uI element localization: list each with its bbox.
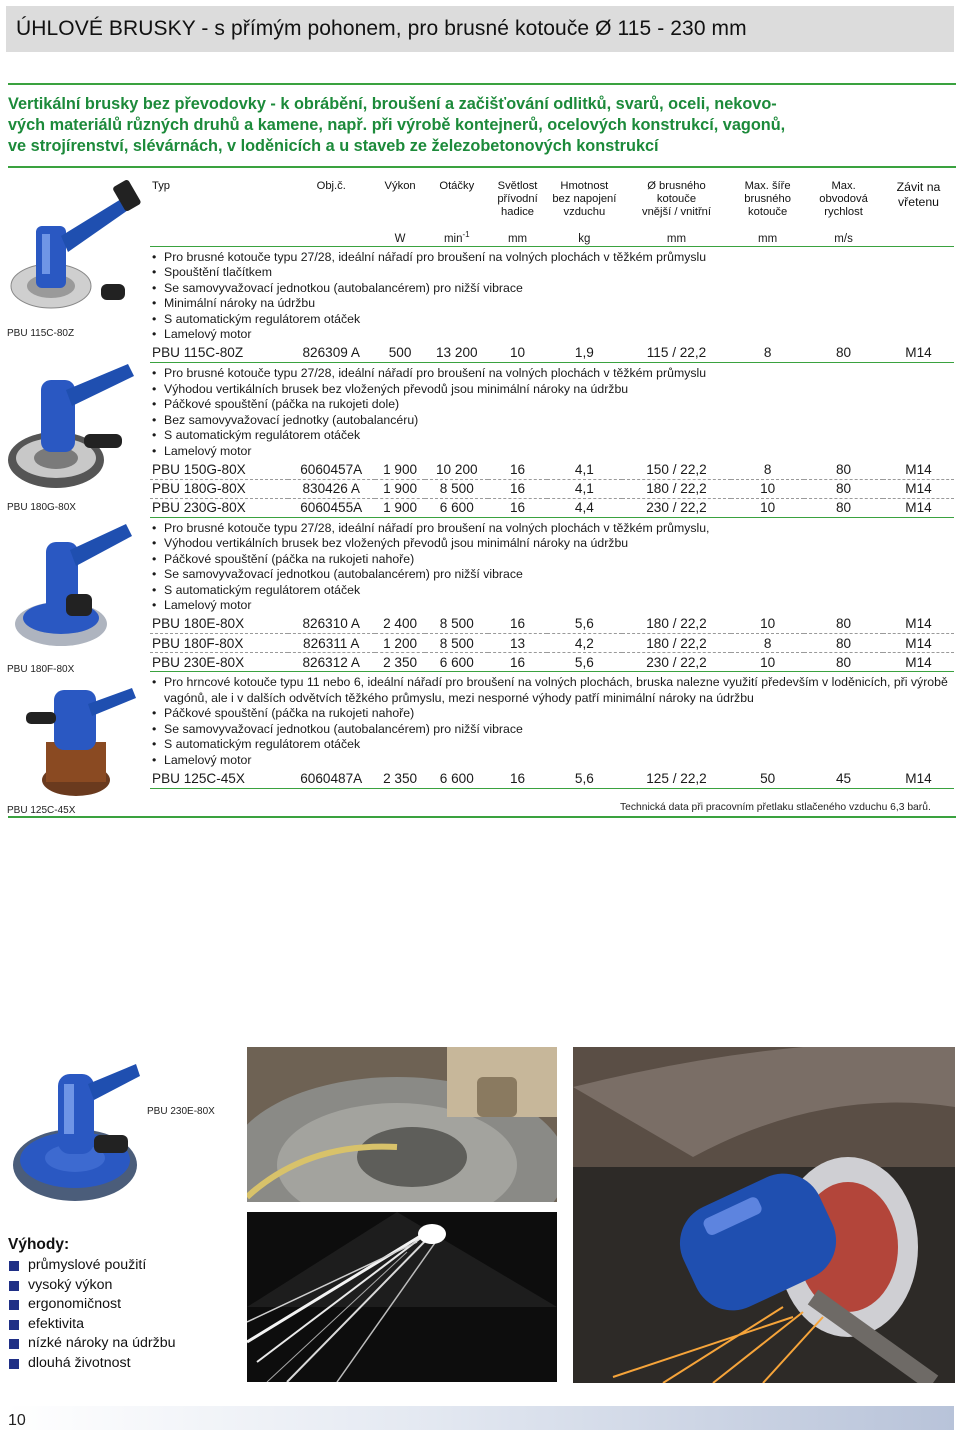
feature-item: • Se samovyvažovací jednotkou (autobalancérem) pro nižší vibrace [152, 567, 954, 583]
feature-row [150, 517, 954, 615]
cell-zavit: M14 [883, 634, 954, 653]
feature-item: • Se samovyvažovací jednotkou (autobalancérem) pro nižší vibrace [152, 722, 954, 738]
cell-otacky: 6 600 [425, 769, 488, 788]
divider [8, 166, 956, 168]
benefit-item: vysoký výkon [8, 1276, 175, 1296]
cell-vykon: 1 900 [375, 460, 426, 479]
cell-obj: 826311 A [288, 634, 375, 653]
benefit-item: ergonomičnost [8, 1295, 175, 1315]
feature-item: • Lamelový motor [152, 598, 954, 614]
cell-prumer: 180 / 22,2 [622, 634, 731, 653]
feature-row [150, 246, 954, 344]
feature-item: • Páčkové spouštění (páčka na rukojeti nahoře) [152, 552, 954, 568]
cell-rychlost: 80 [804, 615, 883, 634]
table-row [150, 479, 954, 498]
cell-obj: 830426 A [288, 479, 375, 498]
intro-line: Vertikální brusky bez převodovky - k obrábění, broušení a začišťování odlitků, svarů, oceli, nekovo- [8, 95, 777, 113]
units-row [150, 226, 954, 246]
cell-vykon: 2 350 [375, 769, 426, 788]
cell-type: PBU 180G-80X [150, 479, 288, 498]
unit-hmotnost: kg [547, 226, 622, 246]
feature-cell [150, 246, 954, 344]
feature-item: • S automatickým regulátorem otáček [152, 428, 954, 444]
spec-table [150, 178, 954, 789]
cell-sire: 8 [731, 460, 804, 479]
sparks-photo [247, 1212, 557, 1382]
side-label: PBU 180F-80X [7, 664, 75, 675]
grinder-180g-image [6, 350, 146, 500]
header-row [150, 178, 954, 226]
cell-svetlost: 16 [488, 769, 547, 788]
feature-item: • Páčkové spouštění (páčka na rukojeti nahoře) [152, 706, 954, 722]
intro-text [8, 94, 956, 157]
table-row [150, 653, 954, 672]
cell-otacky: 8 500 [425, 634, 488, 653]
grinder-125c-image [6, 680, 146, 800]
benefit-item: nízké nároky na údržbu [8, 1334, 175, 1354]
feature-item: • S automatickým regulátorem otáček [152, 583, 954, 599]
cell-obj: 6060457A [288, 460, 375, 479]
table-row [150, 615, 954, 634]
cell-hmotnost: 4,1 [547, 479, 622, 498]
benefits-title: Výhody: [8, 1236, 70, 1253]
feature-row [150, 363, 954, 461]
header-typ: Typ [152, 180, 171, 192]
cell-rychlost: 80 [804, 653, 883, 672]
feature-item: • Pro brusné kotouče typu 27/28, ideální nářadí pro broušení na volných plochách v těžkém průmyslu, [152, 521, 954, 537]
feature-row [150, 672, 954, 770]
cell-zavit: M14 [883, 498, 954, 517]
feature-cell [150, 363, 954, 461]
cell-otacky: 13 200 [425, 344, 488, 363]
cell-rychlost: 80 [804, 344, 883, 363]
unit-svetlost: mm [488, 226, 547, 246]
footnote: Technická data při pracovním přetlaku stlačeného vzduchu 6,3 barů. [620, 802, 931, 813]
table-row [150, 498, 954, 517]
cell-type: PBU 230G-80X [150, 498, 288, 517]
cell-rychlost: 80 [804, 460, 883, 479]
cell-svetlost: 16 [488, 498, 547, 517]
cell-rychlost: 80 [804, 498, 883, 517]
cell-hmotnost: 5,6 [547, 653, 622, 672]
cell-obj: 826312 A [288, 653, 375, 672]
cell-sire: 8 [731, 344, 804, 363]
page-footer-bar [6, 1406, 954, 1430]
feature-item: • Pro brusné kotouče typu 27/28, ideální nářadí pro broušení na volných plochách v těžkém průmyslu [152, 366, 954, 382]
unit-prumer: mm [622, 226, 731, 246]
cell-vykon: 500 [375, 344, 426, 363]
cell-sire: 8 [731, 634, 804, 653]
feature-item: • Minimální nároky na údržbu [152, 296, 954, 312]
feature-item: • Lamelový motor [152, 753, 954, 769]
feature-item: • S automatickým regulátorem otáček [152, 737, 954, 753]
cell-sire: 10 [731, 479, 804, 498]
cell-type: PBU 115C-80Z [150, 344, 288, 363]
cell-hmotnost: 1,9 [547, 344, 622, 363]
cell-vykon: 1 200 [375, 634, 426, 653]
cell-obj: 6060487A [288, 769, 375, 788]
cell-otacky: 8 500 [425, 479, 488, 498]
photo-caption: PBU 230E-80X [147, 1106, 215, 1117]
cell-vykon: 1 900 [375, 498, 426, 517]
feature-item: • Lamelový motor [152, 327, 954, 343]
cell-obj: 826310 A [288, 615, 375, 634]
header-prumer: Ø brusného kotouče vnější / vnitřní [641, 180, 711, 218]
cell-svetlost: 16 [488, 460, 547, 479]
header-zavit: Závit na vřetenu [896, 180, 941, 209]
cell-otacky: 6 600 [425, 498, 488, 517]
unit-otacky: $\min^{-1}$ [425, 226, 488, 246]
unit-vykon: W [375, 226, 426, 246]
page-title: ÚHLOVÉ BRUSKY - s přímým pohonem, pro brusné kotouče Ø 115 - 230 mm [16, 17, 747, 40]
cell-prumer: 115 / 22,2 [622, 344, 731, 363]
grinding-action-photo [573, 1047, 955, 1383]
feature-item: • Se samovyvažovací jednotkou (autobalancérem) pro nižší vibrace [152, 281, 954, 297]
cell-rychlost: 80 [804, 479, 883, 498]
grinder-230e-photo [10, 1040, 140, 1205]
grinder-180f-image [6, 514, 146, 664]
cell-type: PBU 180E-80X [150, 615, 288, 634]
cell-prumer: 125 / 22,2 [622, 769, 731, 788]
cell-zavit: M14 [883, 479, 954, 498]
feature-item: • Pro hrncové kotouče typu 11 nebo 6, ideální nářadí pro broušení na volných plochách, bruska nalezne využití především v loděnicích, při výrobě vagónů, ale i v dalších odvětvích těžkého průmyslu, mezi nesporné výhody patří minimální nároky na údržbu [152, 675, 954, 706]
cell-hmotnost: 5,6 [547, 615, 622, 634]
table-row [150, 634, 954, 653]
header-vykon: Výkon [384, 180, 416, 192]
feature-item: • Výhodou vertikálních brusek bez vložených převodů jsou minimální nároky na údržbu [152, 536, 954, 552]
header-obj: Obj.č. [316, 180, 346, 192]
cell-type: PBU 230E-80X [150, 653, 288, 672]
feature-item: • Spouštění tlačítkem [152, 265, 954, 281]
header-sire: Max. šíře brusného kotouče [744, 180, 791, 218]
side-label: PBU 180G-80X [7, 502, 76, 513]
cell-vykon: 2 400 [375, 615, 426, 634]
benefit-item: efektivita [8, 1315, 175, 1335]
cell-prumer: 230 / 22,2 [622, 653, 731, 672]
cell-vykon: 1 900 [375, 479, 426, 498]
cell-zavit: M14 [883, 460, 954, 479]
feature-item: • Pro brusné kotouče typu 27/28, ideální nářadí pro broušení na volných plochách v těžkém průmyslu [152, 250, 954, 266]
table-row [150, 344, 954, 363]
feature-item: • Páčkové spouštění (páčka na rukojeti dole) [152, 397, 954, 413]
cell-zavit: M14 [883, 769, 954, 788]
cell-otacky: 6 600 [425, 653, 488, 672]
cell-vykon: 2 350 [375, 653, 426, 672]
grinder-115c-image [6, 176, 146, 326]
cell-svetlost: 16 [488, 615, 547, 634]
benefit-item: průmyslové použití [8, 1256, 175, 1276]
feature-item: • Výhodou vertikálních brusek bez vložených převodů jsou minimální nároky na údržbu [152, 382, 954, 398]
cell-sire: 10 [731, 498, 804, 517]
cell-sire: 10 [731, 653, 804, 672]
cell-svetlost: 16 [488, 479, 547, 498]
cell-svetlost: 13 [488, 634, 547, 653]
page-number: 10 [8, 1412, 26, 1429]
cell-prumer: 180 / 22,2 [622, 479, 731, 498]
cell-svetlost: 10 [488, 344, 547, 363]
cell-hmotnost: 5,6 [547, 769, 622, 788]
cell-prumer: 150 / 22,2 [622, 460, 731, 479]
unit-sire: mm [731, 226, 804, 246]
cell-rychlost: 80 [804, 634, 883, 653]
cell-hmotnost: 4,4 [547, 498, 622, 517]
cell-obj: 826309 A [288, 344, 375, 363]
feature-item: • Lamelový motor [152, 444, 954, 460]
workpiece-photo [247, 1047, 557, 1202]
intro-line: vých materiálů různých druhů a kamene, např. při výrobě kontejnerů, ocelových konstrukcí, vagonů, [8, 116, 786, 134]
intro-line: ve strojírenství, slévárnách, v loděnicích a u staveb ze železobetonových konstrukcí [8, 137, 659, 155]
cell-type: PBU 150G-80X [150, 460, 288, 479]
header-rychlost: Max. obvodová rychlost [819, 180, 868, 218]
feature-item: • Bez samovyvažovací jednotky (autobalancéru) [152, 413, 954, 429]
side-label: PBU 125C-45X [7, 805, 76, 816]
cell-prumer: 180 / 22,2 [622, 615, 731, 634]
header-svetlost: Světlost přívodní hadice [497, 180, 538, 218]
cell-zavit: M14 [883, 344, 954, 363]
cell-type: PBU 180F-80X [150, 634, 288, 653]
cell-hmotnost: 4,1 [547, 460, 622, 479]
cell-otacky: 8 500 [425, 615, 488, 634]
cell-sire: 50 [731, 769, 804, 788]
table-row [150, 460, 954, 479]
cell-hmotnost: 4,2 [547, 634, 622, 653]
divider [8, 816, 956, 818]
cell-otacky: 10 200 [425, 460, 488, 479]
feature-item: • S automatickým regulátorem otáček [152, 312, 954, 328]
feature-cell [150, 517, 954, 615]
cell-sire: 10 [731, 615, 804, 634]
header-hmotnost: Hmotnost bez napojení vzduchu [552, 180, 617, 218]
cell-type: PBU 125C-45X [150, 769, 288, 788]
cell-prumer: 230 / 22,2 [622, 498, 731, 517]
cell-zavit: M14 [883, 653, 954, 672]
unit-rychlost: m/s [804, 226, 883, 246]
cell-zavit: M14 [883, 615, 954, 634]
feature-cell [150, 672, 954, 770]
cell-svetlost: 16 [488, 653, 547, 672]
benefit-item: dlouhá životnost [8, 1354, 175, 1374]
cell-rychlost: 45 [804, 769, 883, 788]
header-otacky: Otáčky [439, 180, 475, 192]
benefits-list [8, 1236, 175, 1373]
table-row [150, 769, 954, 788]
title-bar [6, 6, 954, 52]
divider [8, 83, 956, 85]
side-label: PBU 115C-80Z [7, 328, 75, 339]
cell-obj: 6060455A [288, 498, 375, 517]
